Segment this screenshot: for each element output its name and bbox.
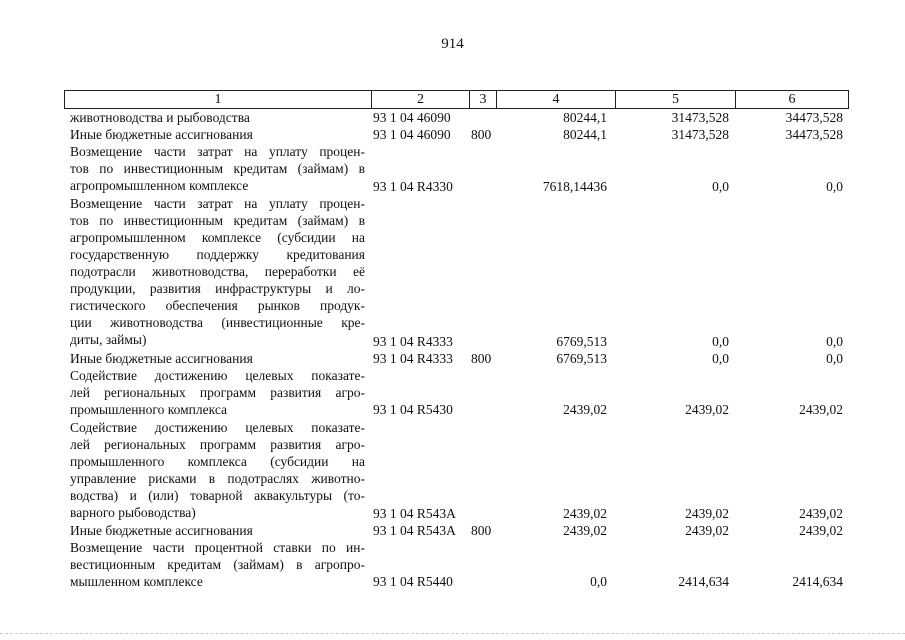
- row-value-col-5: 2439,02: [685, 522, 729, 538]
- row-description: [70, 367, 365, 418]
- row-value-col-4: 6769,513: [556, 350, 607, 366]
- description-line: вестиционным кредитам (займам) в агропро-: [70, 557, 365, 572]
- row-value-col-6: 2439,02: [799, 505, 843, 521]
- row-code: 93 1 04 46090: [373, 127, 451, 143]
- header-col-5: 5: [615, 90, 735, 109]
- description-line: лей региональных программ развития агро-: [70, 436, 365, 452]
- row-value-col-6: 0,0: [826, 178, 843, 194]
- row-expense-type: 800: [471, 350, 492, 366]
- row-description: [70, 126, 365, 143]
- row-value-col-6: 2439,02: [799, 522, 843, 538]
- description-line: Содействие достижению целевых показате-: [70, 368, 365, 383]
- header-col-1: 1: [64, 90, 371, 109]
- row-value-col-5: 0,0: [712, 350, 729, 366]
- row-value-col-4: 80244,1: [563, 110, 607, 125]
- row-code: 93 1 04 R4333: [373, 333, 453, 349]
- row-expense-type: 800: [471, 127, 492, 143]
- header-col-6: 6: [735, 90, 849, 109]
- description-line: Содействие достижению целевых показате-: [70, 419, 365, 435]
- row-code: 93 1 04 R543A: [373, 505, 456, 521]
- description-line: управление рисками в подотраслях животно-: [70, 470, 365, 486]
- row-code: 93 1 04 R4330: [373, 178, 453, 194]
- row-value-col-4: 7618,14436: [542, 178, 607, 194]
- header-col-3: 3: [469, 90, 496, 109]
- row-value-col-6: 0,0: [826, 350, 843, 366]
- row-description: [70, 195, 365, 348]
- row-code: 93 1 04 R5440: [373, 574, 453, 590]
- description-line: гистического обеспечения рынков продук-: [70, 298, 365, 313]
- description-line: мышленном комплексе: [70, 574, 203, 589]
- description-line: продукции, развития инфраструктуры и ло-: [70, 281, 365, 296]
- row-value-col-4: 2439,02: [563, 522, 607, 538]
- row-code: 93 1 04 46090: [373, 110, 451, 125]
- description-line: Иные бюджетные ассигнования: [70, 350, 253, 366]
- row-value-col-5: 2439,02: [685, 402, 729, 418]
- row-value-col-4: 0,0: [590, 574, 607, 590]
- row-value-col-6: 2414,634: [792, 574, 843, 590]
- row-description: [70, 109, 365, 126]
- row-value-col-6: 34473,528: [785, 110, 843, 125]
- row-value-col-5: 31473,528: [671, 110, 729, 125]
- row-value-col-5: 2439,02: [685, 505, 729, 521]
- description-line: агропромышленном комплексе: [70, 178, 249, 194]
- row-value-col-4: 2439,02: [563, 402, 607, 418]
- row-description: [70, 522, 365, 539]
- row-value-col-4: 6769,513: [556, 333, 607, 349]
- description-line: животноводства и рыбоводства: [70, 110, 250, 125]
- row-value-col-6: 34473,528: [785, 127, 843, 143]
- description-line: Возмещение части затрат на уплату процен-: [70, 144, 365, 160]
- row-description: [70, 143, 365, 194]
- description-line: Возмещение части затрат на уплату процен-: [70, 196, 365, 211]
- row-value-col-5: 2414,634: [678, 574, 729, 590]
- description-line: промышленного комплекса (субсидии на: [70, 453, 365, 469]
- page-number: 914: [441, 36, 464, 52]
- row-value-col-5: 0,0: [712, 178, 729, 194]
- description-line: Иные бюджетные ассигнования: [70, 522, 253, 538]
- description-line: варного рыбоводства): [70, 504, 196, 520]
- row-value-col-6: 2439,02: [799, 402, 843, 418]
- header-col-2: 2: [371, 90, 469, 109]
- row-code: 93 1 04 R4333: [373, 350, 453, 366]
- row-description: [70, 419, 365, 521]
- row-value-col-6: 0,0: [826, 333, 843, 349]
- row-code: 93 1 04 R5430: [373, 402, 453, 418]
- description-line: диты, займы): [70, 332, 147, 347]
- row-description: [70, 350, 365, 367]
- row-value-col-5: 0,0: [712, 333, 729, 349]
- description-line: подотрасли животноводства, переработки её: [70, 264, 365, 279]
- description-line: Возмещение части процентной ставки по ин-: [70, 540, 365, 555]
- description-line: тов по инвестиционным кредитам (займам) в: [70, 213, 365, 228]
- description-line: государственную поддержку кредитования: [70, 247, 365, 262]
- header-col-4: 4: [496, 90, 615, 109]
- row-value-col-4: 2439,02: [563, 505, 607, 521]
- description-line: Иные бюджетные ассигнования: [70, 127, 253, 143]
- description-line: ции животноводства (инвестиционные кре-: [70, 315, 365, 330]
- description-line: лей региональных программ развития агро-: [70, 385, 365, 400]
- description-line: водства) и (или) товарной аквакультуры (то-: [70, 487, 365, 503]
- row-value-col-4: 80244,1: [563, 127, 607, 143]
- row-description: [70, 539, 365, 590]
- description-line: промышленного комплекса: [70, 402, 227, 417]
- description-line: тов по инвестиционным кредитам (займам) в: [70, 161, 365, 177]
- row-expense-type: 800: [471, 522, 492, 538]
- description-line: агропромышленном комплексе (субсидии на: [70, 230, 365, 245]
- scan-artifact-line: [0, 633, 905, 635]
- row-code: 93 1 04 R543A: [373, 522, 456, 538]
- row-value-col-5: 31473,528: [671, 127, 729, 143]
